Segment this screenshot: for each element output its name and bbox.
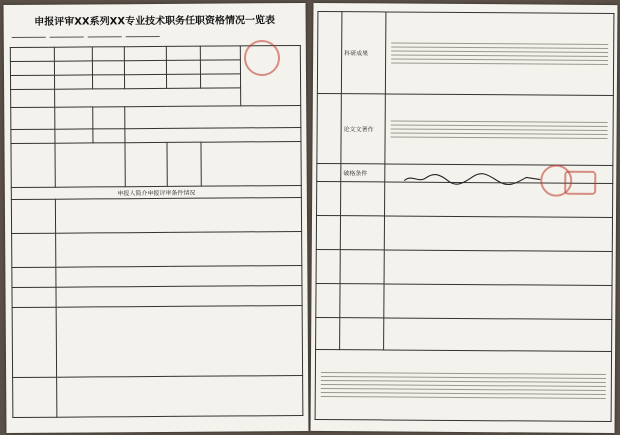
region-field-3 xyxy=(88,29,122,37)
table-row xyxy=(11,197,301,233)
cell xyxy=(317,163,341,181)
review-table xyxy=(315,11,615,422)
table-row xyxy=(13,375,303,417)
table-row xyxy=(315,349,611,421)
row-label-exceptional: 破格条件 xyxy=(341,164,385,182)
cell xyxy=(56,265,302,287)
table-row xyxy=(316,317,612,351)
table-row xyxy=(317,11,614,95)
cell xyxy=(55,107,93,129)
cell xyxy=(124,46,166,60)
opinion-cell-5 xyxy=(384,318,612,352)
table-row xyxy=(316,215,612,251)
cell xyxy=(125,127,301,142)
opinion-cell-4 xyxy=(384,284,612,320)
table-row xyxy=(316,283,612,319)
cell xyxy=(340,250,384,284)
cell xyxy=(125,142,167,186)
red-round-stamp xyxy=(540,165,572,197)
cell xyxy=(11,107,55,129)
cell xyxy=(55,75,93,89)
cell xyxy=(10,61,54,75)
cell xyxy=(340,284,384,318)
cell xyxy=(317,181,341,215)
cell xyxy=(200,60,240,74)
cell xyxy=(55,197,301,233)
opinion-cell-3 xyxy=(384,250,612,286)
region-field-2 xyxy=(50,30,84,38)
handwritten-signature xyxy=(402,172,542,187)
cell xyxy=(11,129,55,143)
cell xyxy=(93,129,125,143)
cell xyxy=(316,283,340,317)
cell xyxy=(125,105,301,128)
cell xyxy=(10,47,54,61)
table-row xyxy=(317,93,613,165)
cell xyxy=(12,287,56,307)
region-field-4 xyxy=(126,29,160,37)
cell xyxy=(11,143,55,187)
cell xyxy=(12,307,56,377)
cell xyxy=(200,74,240,88)
cell xyxy=(166,46,200,60)
cell xyxy=(56,305,302,377)
cell xyxy=(54,61,92,75)
applicant-info-table xyxy=(10,45,304,418)
cell xyxy=(316,317,340,349)
cell xyxy=(55,88,241,107)
row-label-research: 科研成果 xyxy=(341,12,386,94)
cell xyxy=(166,74,200,88)
cell xyxy=(11,199,55,233)
opinion-cell-2 xyxy=(384,216,612,252)
section-header: 申报人简介申报评审条件情况 xyxy=(11,185,301,199)
red-seal-stamp xyxy=(244,40,280,76)
cell xyxy=(317,11,342,93)
table-row xyxy=(11,105,301,129)
cell xyxy=(57,375,303,417)
table-row xyxy=(316,249,612,285)
cell xyxy=(54,47,92,61)
cell xyxy=(13,377,57,417)
table-row xyxy=(11,141,301,187)
research-content-cell xyxy=(385,12,614,96)
cell xyxy=(92,75,124,89)
table-row xyxy=(12,231,302,267)
notes-cell xyxy=(315,349,611,421)
cell xyxy=(11,89,55,107)
cell xyxy=(316,215,340,249)
cell xyxy=(124,60,166,74)
cell xyxy=(11,75,55,89)
table-row xyxy=(12,265,302,287)
row-label-paper: 论文文著作 xyxy=(341,94,385,164)
cell xyxy=(200,46,240,60)
cell xyxy=(56,285,302,307)
table-row xyxy=(12,305,302,377)
cell xyxy=(201,141,301,186)
region-field-1 xyxy=(12,30,46,38)
cell xyxy=(93,107,125,129)
cell xyxy=(166,60,200,74)
cell xyxy=(92,47,124,61)
cell xyxy=(124,74,166,88)
cell xyxy=(317,93,341,163)
cell xyxy=(56,231,302,267)
form-title: 申报评审XX系列XX专业技术职务任职资格情况一览表 xyxy=(34,15,276,28)
cell xyxy=(340,318,384,350)
cell xyxy=(55,129,93,143)
cell xyxy=(55,143,125,187)
form-right-page xyxy=(311,3,618,433)
paper-content-cell xyxy=(385,94,613,166)
table-row xyxy=(12,285,302,307)
cell xyxy=(92,61,124,75)
cell xyxy=(340,216,384,250)
cell xyxy=(12,233,56,267)
cell xyxy=(316,249,340,283)
cell xyxy=(167,142,201,186)
cell xyxy=(12,267,56,287)
cell xyxy=(341,182,385,216)
